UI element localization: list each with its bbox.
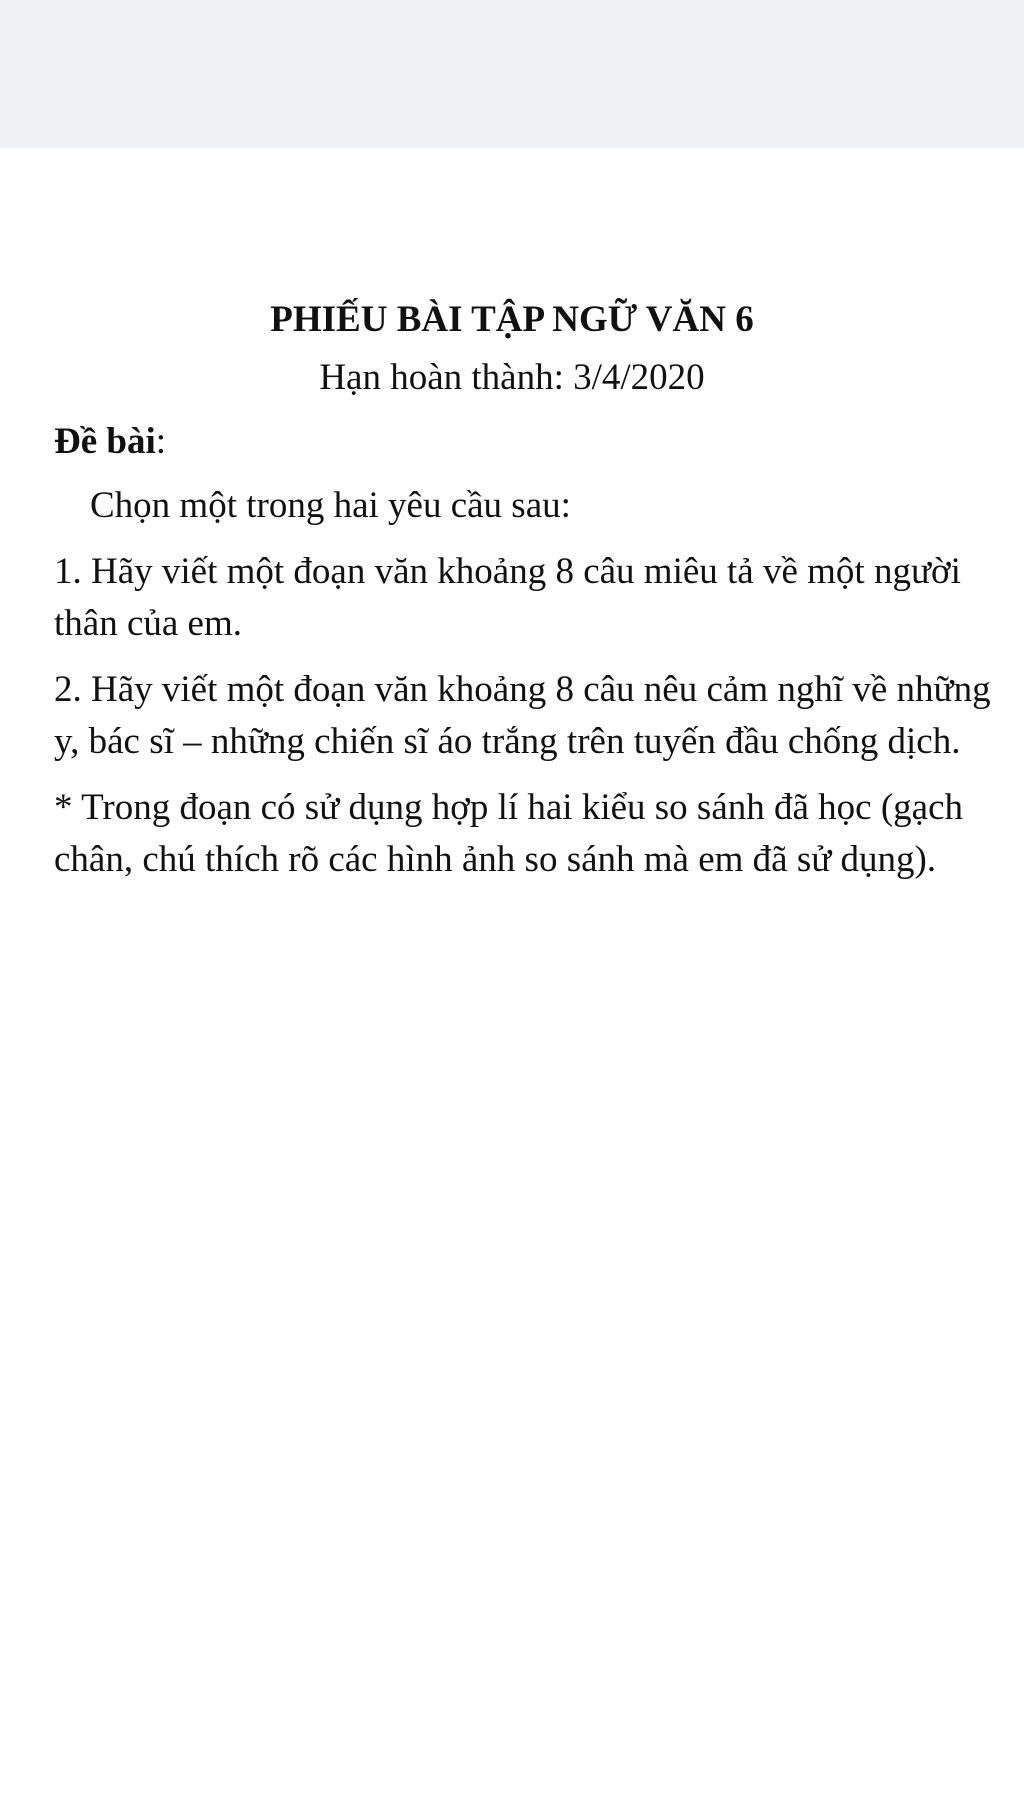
task-item-1: 1. Hãy viết một đoạn văn khoảng 8 câu miêu tả về một người thân của em. bbox=[54, 551, 961, 644]
document-body bbox=[54, 148, 1020, 886]
note-text: * Trong đoạn có sử dụng hợp lí hai kiểu so sánh đã học (gạch chân, chú thích rõ các hình ảnh so sánh mà em đã sử dụng). bbox=[54, 787, 964, 880]
top-band bbox=[0, 0, 1024, 148]
assignment-heading-label: Đề bài bbox=[54, 421, 156, 462]
deadline-text: Hạn hoàn thành: 3/4/2020 bbox=[319, 357, 705, 398]
assignment-heading-colon: : bbox=[155, 421, 167, 462]
document-title: PHIẾU BÀI TẬP NGỮ VĂN 6 bbox=[270, 299, 754, 340]
instruction-intro: Chọn một trong hai yêu cầu sau: bbox=[90, 485, 571, 526]
task-item-2: 2. Hãy viết một đoạn văn khoảng 8 câu nêu cảm nghĩ về những y, bác sĩ – những chiến sĩ áo trắng trên tuyến đầu chống dịch. bbox=[54, 669, 991, 762]
assignment-heading bbox=[54, 418, 1020, 466]
